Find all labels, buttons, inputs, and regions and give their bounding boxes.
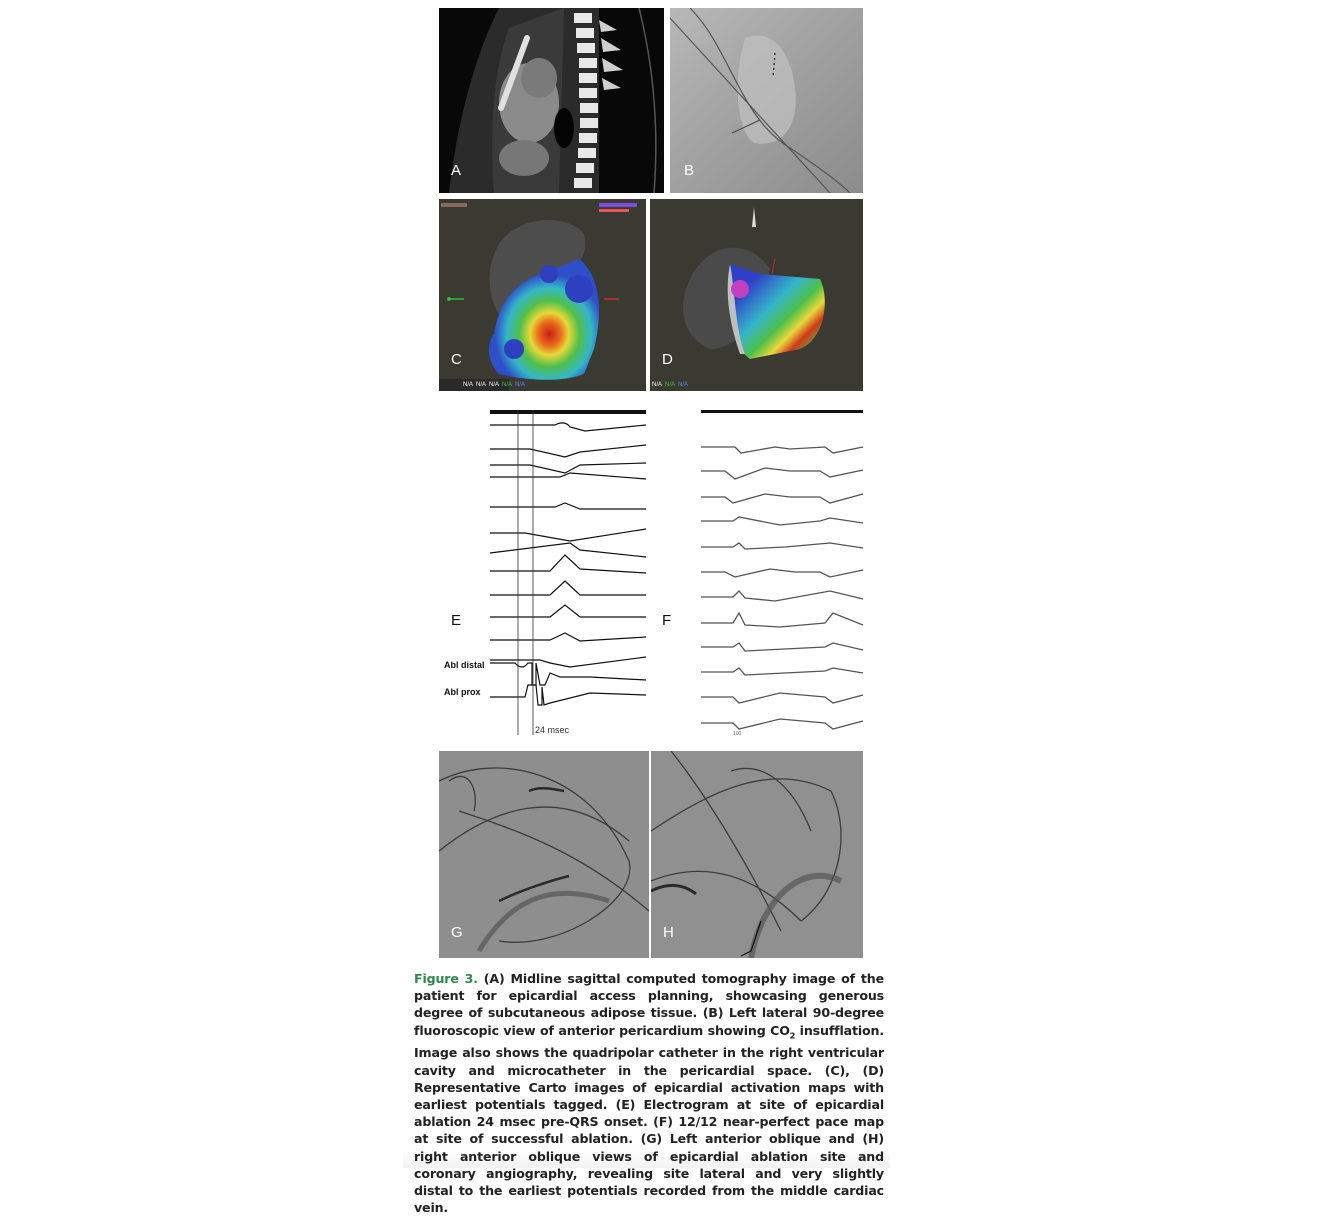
panel-label-h: H	[663, 924, 674, 941]
panel-label-a: A	[451, 162, 462, 179]
panel-label-g: G	[451, 924, 463, 941]
interval-annotation: 24 msec	[535, 725, 570, 735]
panel-f-pace-map	[655, 405, 870, 740]
caption-text-part1: (A) Midline sagittal computed tomography image of the patient for epicardial access planning, showcasing generous degree of subcutaneous adipose tissue. (B) Left lateral 90-degree fluoroscopic view of anterior pericardium showing CO	[414, 971, 884, 1038]
pacemap-scale-text: 100	[733, 731, 742, 737]
carto-tag-row	[463, 382, 525, 388]
channel-label-abl-distal: Abl distal	[444, 660, 485, 670]
carto-tag: N/A	[515, 382, 526, 388]
channel-label-abl-prox: Abl prox	[444, 687, 481, 697]
carto-tag: N/A	[502, 382, 513, 388]
carto-tag-row	[652, 382, 688, 388]
carto-tag: N/A	[678, 382, 689, 388]
panel-g-lao-angiography	[439, 751, 649, 958]
carto-tag: N/A	[665, 382, 676, 388]
panel-label-e: E	[451, 612, 462, 629]
figure-caption	[414, 970, 884, 1216]
panel-label-b: B	[684, 162, 695, 179]
panel-d-carto-map	[650, 199, 863, 391]
carto-tag: N/A	[489, 382, 500, 388]
carto-tag: N/A	[652, 382, 663, 388]
panel-label-c: C	[451, 351, 462, 368]
caption-text-part2: insufflation. Image also shows the quadripolar catheter in the right ventricular cavity and microcatheter in the pericardial space. (C), (D) Representative Carto images of epicardial activation maps with earliest potentials tagged. (E) Electrogram at site of epicardial ablation 24 msec pre-QRS onset. (F) 12/12 near-perfect pace map at site of successful ablation. (G) Left anterior oblique and (H) right anterior oblique views of epicardial ablation site and coronary angiography, revealing site lateral and very slightly distal to the earliest potentials recorded from the middle cardiac vein.	[414, 1022, 884, 1216]
carto-activation-map-c	[439, 199, 646, 391]
panel-h-rao-angiography	[651, 751, 863, 958]
panel-c-carto-map	[439, 199, 646, 391]
panel-e-electrogram	[440, 405, 650, 740]
panel-b-fluoroscopy-image	[670, 8, 863, 193]
carto-tag: N/A	[463, 382, 474, 388]
carto-tag: N/A	[476, 382, 487, 388]
carto-activation-map-d	[650, 199, 863, 391]
angiography-illustration-g	[439, 751, 649, 958]
pacemap-traces-f	[655, 405, 870, 740]
figure-number-label: Figure 3.	[414, 971, 478, 986]
panel-a-ct-image	[439, 8, 664, 193]
panel-label-f: F	[662, 612, 672, 629]
fluoroscopy-illustration	[670, 8, 863, 193]
ct-sagittal-illustration	[439, 8, 664, 193]
angiography-illustration-h	[651, 751, 863, 958]
panel-label-d: D	[662, 351, 673, 368]
caption-subscript: 2	[789, 1031, 796, 1041]
